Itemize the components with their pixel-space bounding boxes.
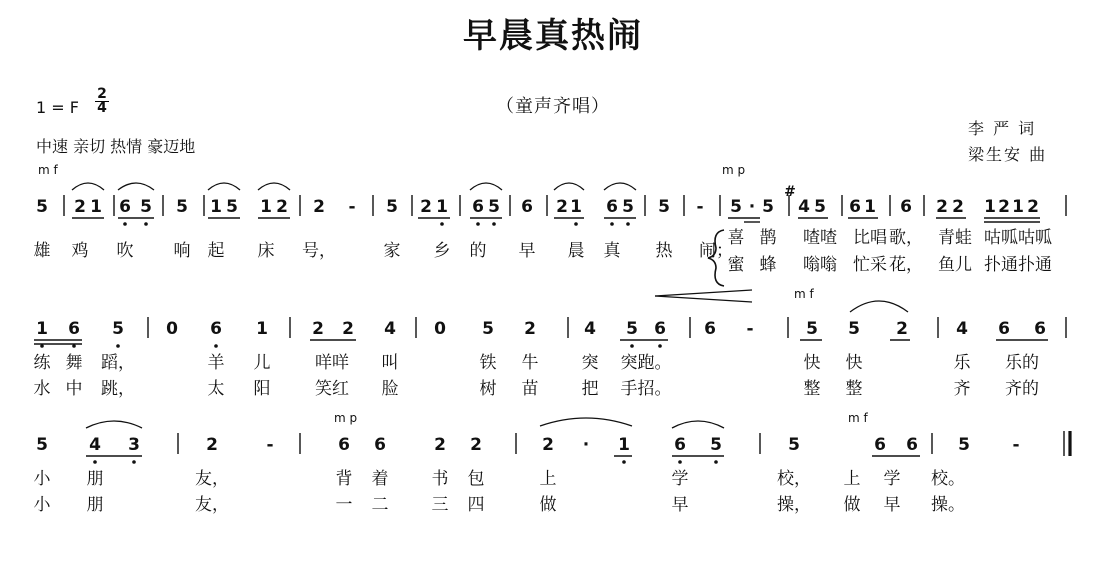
lyric-verse1: 突跑。 [620,353,672,373]
note: 6 [606,197,618,217]
note: 5 [626,319,638,339]
lyric-verse3: 嗡嗡 [803,255,837,275]
lyric-verse1: 包 [467,469,485,489]
lyric-verse2: 脸 [381,379,399,399]
note: 1 [256,319,268,339]
note: - [696,197,704,217]
slur [258,183,290,190]
song-title: 早晨真热闹 [463,16,643,56]
lyric-verse2: 四 [467,495,485,515]
note: 5 [848,319,860,339]
lyric-verse2: 操。 [931,495,965,515]
note: 2 [936,197,948,217]
lyric-verse2: 整 [803,379,821,399]
note: 5 [730,197,742,217]
lyricist-credit: 李 严 词 [968,119,1037,138]
crescendo-hairpin-bottom [655,296,752,302]
note: 2 [434,435,446,455]
note: 5 [140,197,152,217]
lyric-verse2: 咕呱咕呱 [984,228,1052,248]
lyric-verse1: 小 [33,469,51,489]
octave-dot-below [40,344,44,348]
note: 6 [210,319,222,339]
lyric-verse3: 花， [889,255,923,275]
note: 6 [704,319,716,339]
note: - [266,435,274,455]
octave-dot-below [476,222,480,226]
octave-dot-below [622,460,626,464]
lyric-verse1: 蹈， [101,353,135,373]
note: 6 [374,435,386,455]
lyric-verse2: 做 [843,495,861,515]
note: 2 [998,197,1010,217]
note: 5 [958,435,970,455]
note: 5 [710,435,722,455]
time-signature-bottom: 4 [95,101,109,115]
lyric-verse2: 手招。 [620,379,672,399]
note: 2 [542,435,554,455]
lyric-verse1: 雄 [33,241,51,261]
dynamic-mf: m f [794,287,814,301]
lyric-verse1: 闹； [699,241,733,261]
lyric-verse1: 校， [777,469,811,489]
lyric-verse1: 校。 [931,469,965,489]
octave-dot-below [626,222,630,226]
lyric-verse1: 练 [33,353,51,373]
lyric-verse3: 鱼儿 [938,255,972,275]
note: 1 [90,197,102,217]
time-signature-top: 2 [97,86,107,102]
lyric-verse1: 号， [302,241,336,261]
note: 2 [524,319,536,339]
octave-dot-below [574,222,578,226]
lyric-verse2: 水 [33,379,51,399]
lyric-verse2: 操， [777,495,811,515]
note: 2 [312,319,324,339]
lyric-verse2: 笑红 [315,379,349,399]
note: 2 [313,197,325,217]
note: 2 [952,197,964,217]
lyric-verse1: 乐的 [1005,353,1039,373]
slur [470,183,502,190]
lyric-verse1: 床 [257,241,275,261]
octave-dot-below [144,222,148,226]
note: 2 [896,319,908,339]
lyric-verse2: 中 [65,379,83,399]
lyric-verse2: 早 [671,495,689,515]
lyric-verse2: 三 [431,495,449,515]
note: 2 [420,197,432,217]
slur [604,183,636,190]
lyric-verse3: 忙采 [853,255,887,275]
lyric-verse1: 牛 [521,353,539,373]
lyric-verse1: 晨 [567,241,585,261]
note: 5 [176,197,188,217]
lyric-verse2: 一 [335,495,353,515]
lyric-verse1: 响 [173,241,191,261]
slur [86,421,142,428]
note: 6 [998,319,1010,339]
note: 1 [864,197,876,217]
note: 5 [622,197,634,217]
note: 6 [654,319,666,339]
octave-dot-below [630,344,634,348]
lyric-verse2: 鹊 [759,228,777,248]
note: 6 [906,435,918,455]
note: 5 [788,435,800,455]
note: 5 [226,197,238,217]
lyric-verse1: 羊 [207,353,225,373]
lyric-verse2: 阳 [253,379,271,399]
octave-dot-below [678,460,682,464]
lyric-verse2: 齐 [953,379,971,399]
lyric-verse1: 书 [431,469,449,489]
note: 5 [36,435,48,455]
lyric-verse2: 二 [371,495,389,515]
lyric-verse1: 儿 [253,353,271,373]
octave-dot-below [714,460,718,464]
lyric-verse1: 快 [845,353,863,373]
lyric-verse1: 叫 [381,353,399,373]
lyric-verse1: 铁 [479,353,497,373]
crescendo-hairpin-top [655,290,752,296]
slur [208,183,240,190]
octave-dot-below [93,460,97,464]
octave-dot-below [123,222,127,226]
note: 1 [1012,197,1024,217]
lyric-verse1: 家 [383,241,401,261]
note: 2 [342,319,354,339]
lyric-verse1: 快 [803,353,821,373]
lyric-verse2: 苗 [521,379,539,399]
note: 5 [814,197,826,217]
octave-dot-below [610,222,614,226]
octave-dot-below [132,460,136,464]
lyric-verse3: 扑通扑通 [984,255,1052,275]
lyric-verse1: 的 [469,241,487,261]
composer-credit: 梁生安 曲 [968,145,1048,164]
note: 1 [570,197,582,217]
dynamic-mp: m p [334,411,358,425]
lyric-verse2: 太 [207,379,225,399]
lyric-verse2: 友， [195,495,229,515]
note: 2 [556,197,568,217]
note: 1 [210,197,222,217]
note: 1 [36,319,48,339]
note: 6 [119,197,131,217]
key-signature: 1 = F [36,98,79,117]
lyric-verse2: 比唱 [853,228,887,248]
performance-note: （童声齐唱） [496,96,610,117]
slur [850,301,908,312]
octave-dot-below [116,344,120,348]
lyric-verse1: 背 [335,469,353,489]
note: 5 [806,319,818,339]
note: 4 [89,435,101,455]
lyric-verse1: 友， [195,469,229,489]
lyric-verse1: 朋 [86,469,104,489]
lyric-verse3: 蜜 [727,255,745,275]
lyric-verse1: 早 [518,241,536,261]
note: 2 [1027,197,1039,217]
dynamic-mp: m p [722,163,746,177]
note: 5 [482,319,494,339]
note: - [1012,435,1020,455]
note: 2 [470,435,482,455]
lyric-verse1: 舞 [65,353,83,373]
note: 1 [984,197,996,217]
slur [554,183,584,190]
note: 6 [874,435,886,455]
lyric-verse1: 突 [581,353,599,373]
note: 1 [618,435,630,455]
note: 0 [166,319,178,339]
lyric-verse2: 整 [845,379,863,399]
note: - [746,319,754,339]
note: 5 [386,197,398,217]
lyric-verse2: 歌， [889,228,923,248]
lyric-verse1: 着 [371,469,389,489]
lyric-verse1: 上 [843,469,861,489]
lyric-verse1: 学 [671,469,689,489]
note: 2 [74,197,86,217]
slur [72,183,104,190]
dynamic-mf: m f [38,163,58,177]
note: 6 [521,197,533,217]
slur [118,183,154,190]
lyric-verse2: 小 [33,495,51,515]
note: 6 [338,435,350,455]
lyric-verse1: 吹 [116,241,134,261]
octave-dot-below [492,222,496,226]
slur [540,418,632,426]
note: 6 [68,319,80,339]
lyric-verse2: 齐的 [1005,379,1039,399]
lyric-verse2: 青蛙 [938,228,972,248]
note: 5 [112,319,124,339]
octave-dot-below [72,344,76,348]
note: 6 [849,197,861,217]
note: 5 [658,197,670,217]
lyric-verse1: 鸡 [71,241,89,261]
lyric-verse2: 喜 [727,228,745,248]
slur [672,421,724,428]
note: 6 [900,197,912,217]
lyric-verse1: 上 [539,469,557,489]
lyric-verse1: 真 [603,241,621,261]
lyric-verse2: 跳， [101,379,135,399]
note: 1 [260,197,272,217]
lyric-verse2: 做 [539,495,557,515]
lyric-verse1: 热 [655,241,673,261]
note: 6 [1034,319,1046,339]
note: 6 [674,435,686,455]
octave-dot-below [440,222,444,226]
lyric-verse1: 乡 [433,241,451,261]
note: · [582,435,590,455]
note: - [348,197,356,217]
lyric-verse3: 蜂 [759,255,777,275]
dynamic-mf: m f [848,411,868,425]
note: 5 [762,197,774,217]
note: 2 [206,435,218,455]
note: 4 [384,319,396,339]
note: 4 [956,319,968,339]
octave-dot-below [658,344,662,348]
lyric-verse2: 朋 [86,495,104,515]
lyric-verse1: 起 [207,241,225,261]
note: 4 [584,319,596,339]
note: 3 [128,435,140,455]
lyric-verse1: 学 [883,469,901,489]
sharp-sign: # [784,184,796,200]
note: 0 [434,319,446,339]
lyric-verse2: 喳喳 [803,228,837,248]
lyric-verse1: 乐 [953,353,971,373]
lyric-verse1: 咩咩 [315,353,349,373]
note: 4 [798,197,810,217]
note: 1 [436,197,448,217]
lyric-verse2: 树 [479,379,497,399]
note: · [748,197,756,217]
tempo-marking: 中速 亲切 热情 豪迈地 [36,137,196,156]
octave-dot-below [214,344,218,348]
lyric-verse2: 早 [883,495,901,515]
note: 6 [472,197,484,217]
note: 5 [488,197,500,217]
lyric-verse2: 把 [581,379,599,399]
note: 5 [36,197,48,217]
note: 2 [276,197,288,217]
